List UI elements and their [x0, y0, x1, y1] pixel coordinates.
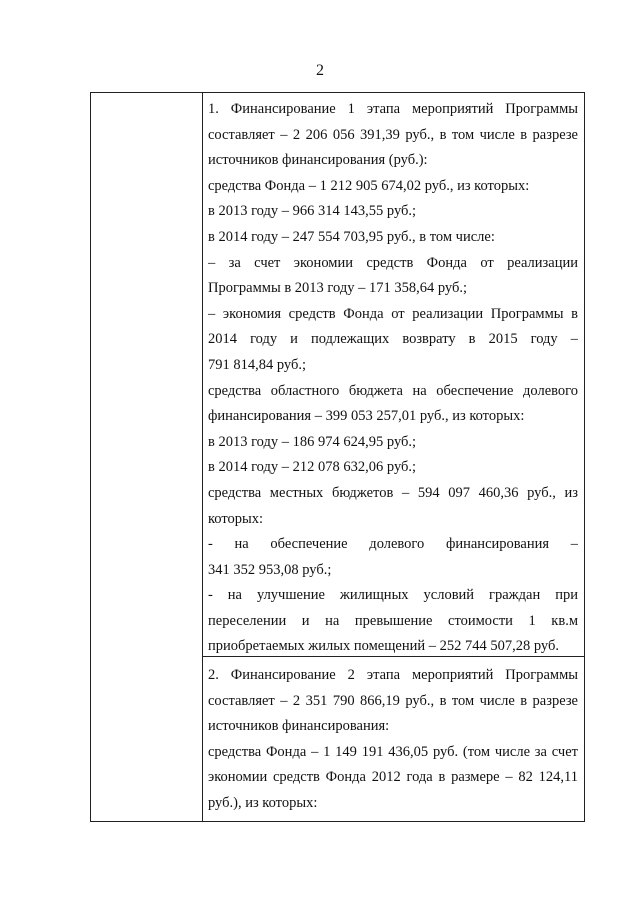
- text-line: составляет – 2 206 056 391,39 руб., в том числе в разрезе: [208, 126, 578, 143]
- text-line: в 2014 году – 247 554 703,95 руб., в том числе:: [208, 228, 495, 245]
- text-line: 791 814,84 руб.;: [208, 356, 307, 373]
- text-line: 2. Финансирование 2 этапа мероприятий Программы: [208, 667, 578, 683]
- text-line: - на улучшение жилищных условий граждан при: [208, 587, 578, 604]
- text-line: приобретаемых жилых помещений – 252 744 507,28 руб.: [208, 638, 559, 655]
- text-line: в 2013 году – 966 314 143,55 руб.;: [208, 203, 417, 220]
- stage-1-cell: [203, 97, 584, 660]
- text-line: – экономия средств Фонда от реализации Программы в: [208, 305, 578, 322]
- text-line: 1. Финансирование 1 этапа мероприятий Программы: [208, 101, 578, 117]
- text-line: которых:: [208, 510, 264, 527]
- text-line: - на обеспечение долевого финансирования –: [208, 536, 578, 553]
- text-line: экономии средств Фонда 2012 года в размере – 82 124,11: [208, 769, 578, 786]
- text-line: средства областного бюджета на обеспечение долевого: [208, 382, 578, 399]
- text-line: в 2014 году – 212 078 632,06 руб.;: [208, 459, 417, 476]
- text-line: переселении и на превышение стоимости 1 кв.м: [208, 612, 578, 629]
- text-line: средства Фонда – 1 212 905 674,02 руб., из которых:: [208, 177, 530, 194]
- text-line: источников финансирования:: [208, 718, 390, 735]
- text-line: Программы в 2013 году – 171 358,64 руб.;: [208, 280, 467, 297]
- text-line: источников финансирования (руб.):: [208, 152, 428, 169]
- table-right-column: [203, 93, 584, 821]
- page-number: 2: [316, 62, 324, 79]
- text-line: в 2013 году – 186 974 624,95 руб.;: [208, 433, 417, 450]
- stage-2-cell: [203, 663, 584, 817]
- text-line: 2014 году и подлежащих возврату в 2015 году –: [208, 331, 578, 348]
- text-line: руб.), из которых:: [208, 794, 318, 811]
- text-line: финансирования – 399 053 257,01 руб., из которых:: [208, 408, 525, 425]
- text-line: средства местных бюджетов – 594 097 460,36 руб., из: [208, 484, 578, 501]
- text-line: 341 352 953,08 руб.;: [208, 561, 332, 578]
- text-line: – за счет экономии средств Фонда от реализации: [208, 254, 578, 271]
- text-line: средства Фонда – 1 149 191 436,05 руб. (том числе за счет: [208, 743, 578, 760]
- text-line: составляет – 2 351 790 866,19 руб., в том числе в разрезе: [208, 692, 578, 709]
- financing-table: [90, 92, 585, 822]
- table-left-column: [91, 93, 203, 821]
